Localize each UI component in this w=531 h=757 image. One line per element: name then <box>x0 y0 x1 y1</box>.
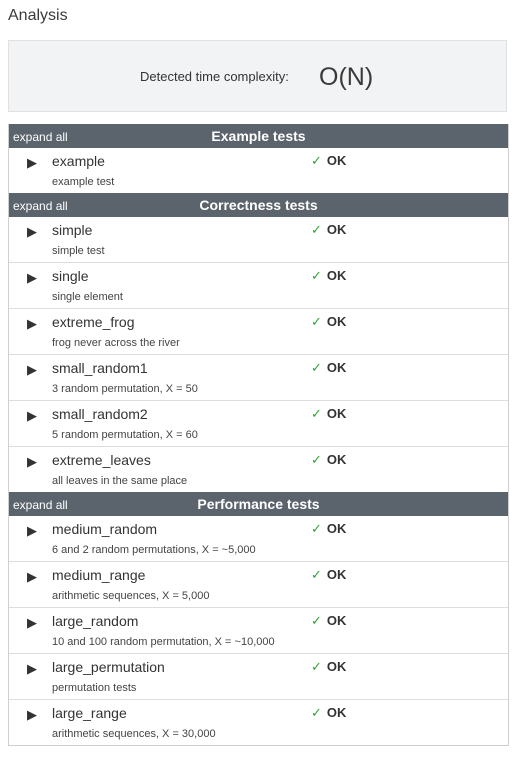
test-status <box>311 153 346 169</box>
test-description: 6 and 2 random permutations, X = ~5,000 <box>52 544 256 556</box>
test-name: medium_random <box>52 521 158 537</box>
test-name: large_range <box>52 705 127 721</box>
status-text: OK <box>326 613 347 628</box>
test-status <box>311 406 346 422</box>
triangle-right-icon[interactable]: ▶ <box>27 661 37 676</box>
test-row[interactable] <box>9 148 508 193</box>
group-title: Correctness tests <box>199 197 318 213</box>
status-text: OK <box>326 153 347 168</box>
check-icon: ✓ <box>311 567 322 582</box>
check-icon: ✓ <box>311 659 322 674</box>
status-text: OK <box>326 521 347 536</box>
check-icon: ✓ <box>311 705 322 720</box>
status-text: OK <box>326 659 347 674</box>
test-row[interactable] <box>9 217 508 263</box>
test-row[interactable] <box>9 654 508 700</box>
group-header-performance-tests <box>9 492 508 516</box>
test-status <box>311 360 346 376</box>
test-status <box>311 222 346 238</box>
test-status <box>311 452 346 468</box>
triangle-right-icon[interactable]: ▶ <box>27 155 37 170</box>
check-icon: ✓ <box>311 613 322 628</box>
test-name: example <box>52 153 105 169</box>
triangle-right-icon[interactable]: ▶ <box>27 569 37 584</box>
check-icon: ✓ <box>311 360 322 375</box>
test-row[interactable] <box>9 309 508 355</box>
triangle-right-icon[interactable]: ▶ <box>27 362 37 377</box>
test-description: 10 and 100 random permutation, X = ~10,000 <box>52 636 275 648</box>
test-description: arithmetic sequences, X = 5,000 <box>52 590 210 602</box>
test-status <box>311 268 346 284</box>
triangle-right-icon[interactable]: ▶ <box>27 454 37 469</box>
test-row[interactable] <box>9 516 508 562</box>
test-row[interactable] <box>9 355 508 401</box>
check-icon: ✓ <box>311 314 322 329</box>
complexity-value: O(N) <box>319 63 374 91</box>
test-description: permutation tests <box>52 682 137 694</box>
test-row[interactable] <box>9 562 508 608</box>
triangle-right-icon[interactable]: ▶ <box>27 270 37 285</box>
group-header-example-tests <box>9 124 508 148</box>
analysis-title: Analysis <box>8 7 68 24</box>
status-text: OK <box>326 314 347 329</box>
test-status <box>311 314 346 330</box>
test-row[interactable] <box>9 608 508 654</box>
group-header-correctness-tests <box>9 193 508 217</box>
check-icon: ✓ <box>311 406 322 421</box>
test-status <box>311 613 346 629</box>
test-status <box>311 521 346 537</box>
status-text: OK <box>326 567 347 582</box>
test-results-table <box>8 124 509 746</box>
check-icon: ✓ <box>311 222 322 237</box>
test-description: 5 random permutation, X = 60 <box>52 429 198 441</box>
status-text: OK <box>326 268 347 283</box>
test-name: extreme_frog <box>52 314 135 330</box>
expand-all-link[interactable]: expand all <box>13 130 68 144</box>
test-name: single <box>52 268 89 284</box>
group-title: Performance tests <box>197 496 320 512</box>
test-name: large_random <box>52 613 139 629</box>
status-text: OK <box>326 406 347 421</box>
triangle-right-icon[interactable]: ▶ <box>27 615 37 630</box>
test-name: medium_range <box>52 567 146 583</box>
test-status <box>311 659 346 675</box>
test-description: single element <box>52 291 123 303</box>
test-row[interactable] <box>9 263 508 309</box>
complexity-panel <box>8 40 507 112</box>
test-description: 3 random permutation, X = 50 <box>52 383 198 395</box>
check-icon: ✓ <box>311 268 322 283</box>
test-row[interactable] <box>9 700 508 745</box>
expand-all-link[interactable]: expand all <box>13 498 68 512</box>
triangle-right-icon[interactable]: ▶ <box>27 523 37 538</box>
check-icon: ✓ <box>311 153 322 168</box>
check-icon: ✓ <box>311 452 322 467</box>
test-description: arithmetic sequences, X = 30,000 <box>52 728 216 740</box>
complexity-label: Detected time complexity: <box>140 69 289 84</box>
test-status <box>311 567 346 583</box>
test-description: simple test <box>52 245 105 257</box>
check-icon: ✓ <box>311 521 322 536</box>
test-row[interactable] <box>9 447 508 492</box>
triangle-right-icon[interactable]: ▶ <box>27 316 37 331</box>
status-text: OK <box>326 360 347 375</box>
triangle-right-icon[interactable]: ▶ <box>27 707 37 722</box>
test-status <box>311 705 346 721</box>
status-text: OK <box>326 452 347 467</box>
test-name: small_random1 <box>52 360 148 376</box>
test-name: small_random2 <box>52 406 148 422</box>
group-title: Example tests <box>211 128 306 144</box>
test-description: frog never across the river <box>52 337 180 349</box>
expand-all-link[interactable]: expand all <box>13 199 68 213</box>
test-name: simple <box>52 222 93 238</box>
test-row[interactable] <box>9 401 508 447</box>
status-text: OK <box>326 222 347 237</box>
test-name: extreme_leaves <box>52 452 151 468</box>
test-name: large_permutation <box>52 659 165 675</box>
test-description: all leaves in the same place <box>52 475 188 487</box>
triangle-right-icon[interactable]: ▶ <box>27 408 37 423</box>
test-description: example test <box>52 176 115 188</box>
status-text: OK <box>326 705 347 720</box>
triangle-right-icon[interactable]: ▶ <box>27 224 37 239</box>
